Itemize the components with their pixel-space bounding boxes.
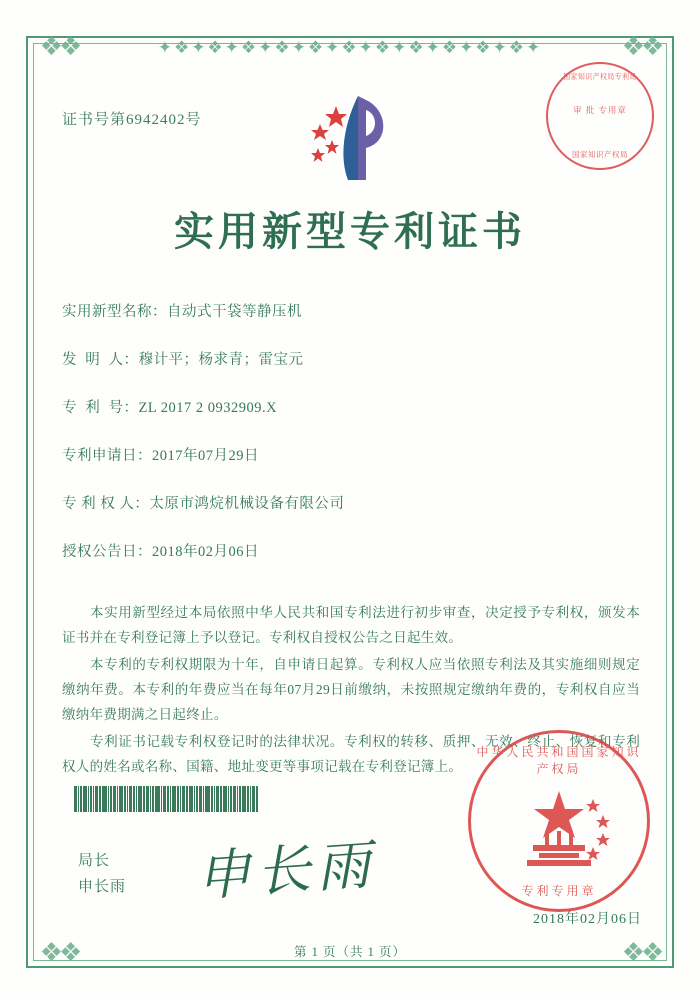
page-title: 实用新型专利证书 [174, 209, 526, 254]
field-value: 2018年02月06日 [152, 544, 259, 560]
field-value: 穆计平；杨求青；雷宝元 [138, 352, 304, 368]
approval-stamp-mid-text: 审 批 专用章 [573, 105, 627, 115]
signature-labels [78, 848, 126, 900]
body-paragraph-1: 本实用新型经过本局依照中华人民共和国专利法进行初步审查，决定授予专利权，颁发本证书并在专利登记簿上予以登记。专利权自授权公告之日起生效。 [62, 605, 640, 645]
seal-date: 2018年02月06日 [533, 912, 642, 927]
field-announcement-date [62, 540, 642, 561]
page-footer: 第 1 页（共 1 页） [293, 945, 406, 959]
top-ornament-band: ✦❖✦❖✦❖✦❖✦❖✦❖✦❖✦❖✦❖✦❖✦❖✦ [157, 38, 543, 57]
field-value: 太原市鸿烷机械设备有限公司 [149, 496, 345, 512]
approval-stamp [546, 62, 654, 170]
certificate-number: 证书号第6942402号 [62, 112, 202, 128]
corner-ornament-bottom-right: ❖❖ [621, 938, 661, 967]
field-value: ZL 2017 2 0932909.X [138, 400, 278, 416]
director-name-label: 申长雨 [78, 879, 127, 895]
approval-stamp-bottom-text: 国家知识产权局 [572, 150, 628, 159]
field-label: 专 利 权 人： [62, 496, 150, 512]
approval-stamp-arc-text: 国家知识产权局专利局 [563, 72, 637, 81]
field-patent-number [62, 396, 642, 417]
field-label: 发 明 人： [62, 352, 139, 368]
barcode [74, 786, 284, 812]
seal-ring-bottom-text: 专利专用章 [521, 884, 597, 898]
fields-block [62, 300, 642, 588]
corner-ornament-bottom-left: ❖❖ [39, 938, 79, 967]
body-paragraph-2: 本专利的专利权期限为十年，自申请日起算。专利权人应当依照专利法及其实施细则规定缴纳年费。本专利的年费应当在每年07月29日前缴纳，未按照规定缴纳年费的，专利权自应当缴纳年费期满之日起终止。 [62, 657, 640, 722]
field-inventor [62, 348, 642, 369]
field-utility-model-name [62, 300, 642, 321]
field-application-date [62, 444, 642, 465]
sipo-logo-icon [296, 88, 404, 188]
field-label: 专利申请日： [62, 448, 152, 464]
field-patentee [62, 492, 642, 513]
field-label: 授权公告日： [62, 544, 152, 560]
corner-ornament-top-right: ❖❖ [621, 32, 661, 61]
seal-ring-top-text: 中华人民共和国国家知识产权局 [476, 745, 642, 776]
body-paragraph-3: 专利证书记载专利权登记时的法律状况。专利权的转移、质押、无效、终止、恢复和专利权人的姓名或名称、国籍、地址变更等事项记载在专利登记簿上。 [62, 734, 640, 774]
official-red-seal [468, 730, 650, 912]
field-value: 2017年07月29日 [152, 448, 259, 464]
field-label: 专 利 号： [62, 400, 139, 416]
handwritten-signature: 申长雨 [194, 834, 379, 908]
field-value: 自动式干袋等静压机 [167, 304, 302, 320]
field-label: 实用新型名称： [62, 304, 167, 320]
corner-ornament-top-left: ❖❖ [39, 32, 79, 61]
director-role-label: 局长 [78, 853, 111, 869]
